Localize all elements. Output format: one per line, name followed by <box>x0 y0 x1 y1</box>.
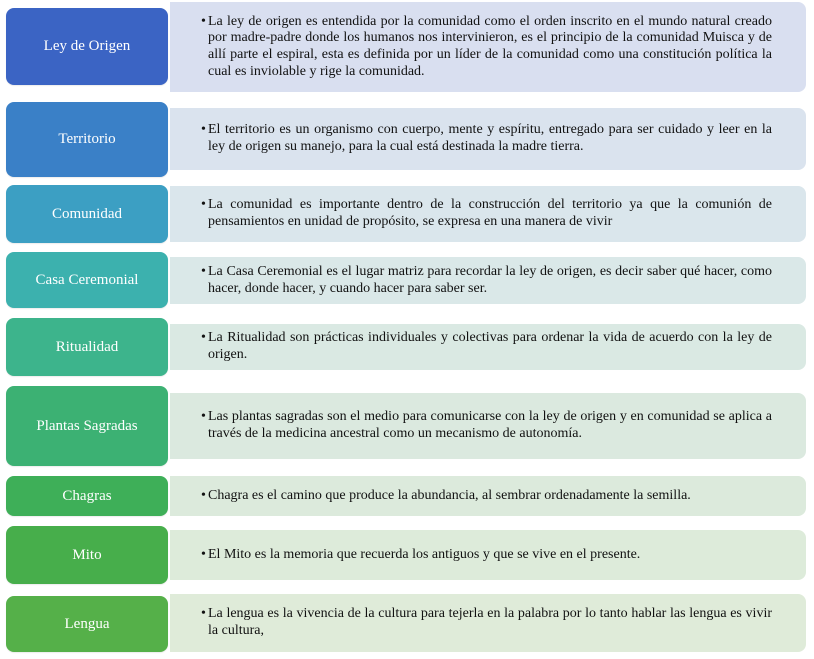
text-lengua: • La lengua es la vivencia de la cultura para tejerla en la palabra por lo tanto hablar las lengua es vivir la cultura, <box>201 606 772 639</box>
desc-plantas-sagradas <box>170 393 806 459</box>
desc-ley-de-origen <box>170 2 806 92</box>
text-territorio: • El territorio es un organismo con cuerpo, mente y espíritu, entregado para ser cuidado y leer en la ley de origen su manejo, para la cual está destinada la madre tierra. <box>201 122 772 155</box>
label-plantas-sagradas: Plantas Sagradas <box>6 386 168 466</box>
desc-territorio <box>170 108 806 170</box>
desc-mito <box>170 530 806 580</box>
desc-casa-ceremonial <box>170 257 806 304</box>
text-comunidad: • La comunidad es importante dentro de la construcción del territorio ya que la comunión de pensamientos en unidad de propósito, se expresa en una manera de vivir <box>201 197 772 230</box>
desc-comunidad <box>170 186 806 242</box>
text-ley-de-origen: • La ley de origen es entendida por la comunidad como el orden inscrito en el mundo natural creado por madre-padre donde los humanos nos intervinieron, es el principio de la comunidad Muisca y de allí parte el espiral, esta es definida por un líder de la comunidad como una constitución política la cual es inviolable y rige la comunidad. <box>201 14 772 80</box>
label-casa-ceremonial: Casa Ceremonial <box>6 252 168 308</box>
label-chagras: Chagras <box>6 476 168 516</box>
desc-chagras <box>170 476 806 516</box>
desc-lengua <box>170 594 806 652</box>
label-lengua: Lengua <box>6 596 168 652</box>
label-ritualidad: Ritualidad <box>6 318 168 376</box>
text-ritualidad: • La Ritualidad son prácticas individuales y colectivas para ordenar la vida de acuerdo con la ley de origen. <box>201 330 772 363</box>
text-casa-ceremonial: • La Casa Ceremonial es el lugar matriz para recordar la ley de origen, es decir saber qué hacer, como hacer, donde hacer, y cuando hacer para saber ser. <box>201 264 772 297</box>
desc-ritualidad <box>170 324 806 370</box>
label-territorio: Territorio <box>6 102 168 177</box>
text-mito: • El Mito es la memoria que recuerda los antiguos y que se vive en el presente. <box>201 547 640 564</box>
text-plantas-sagradas: • Las plantas sagradas son el medio para comunicarse con la ley de origen y en comunidad se aplica a través de la medicina ancestral como un mecanismo de autonomía. <box>201 409 772 442</box>
label-ley-de-origen: Ley de Origen <box>6 8 168 85</box>
text-chagras: • Chagra es el camino que produce la abundancia, al sembrar ordenadamente la semilla. <box>201 488 691 505</box>
label-comunidad: Comunidad <box>6 185 168 243</box>
label-mito: Mito <box>6 526 168 584</box>
